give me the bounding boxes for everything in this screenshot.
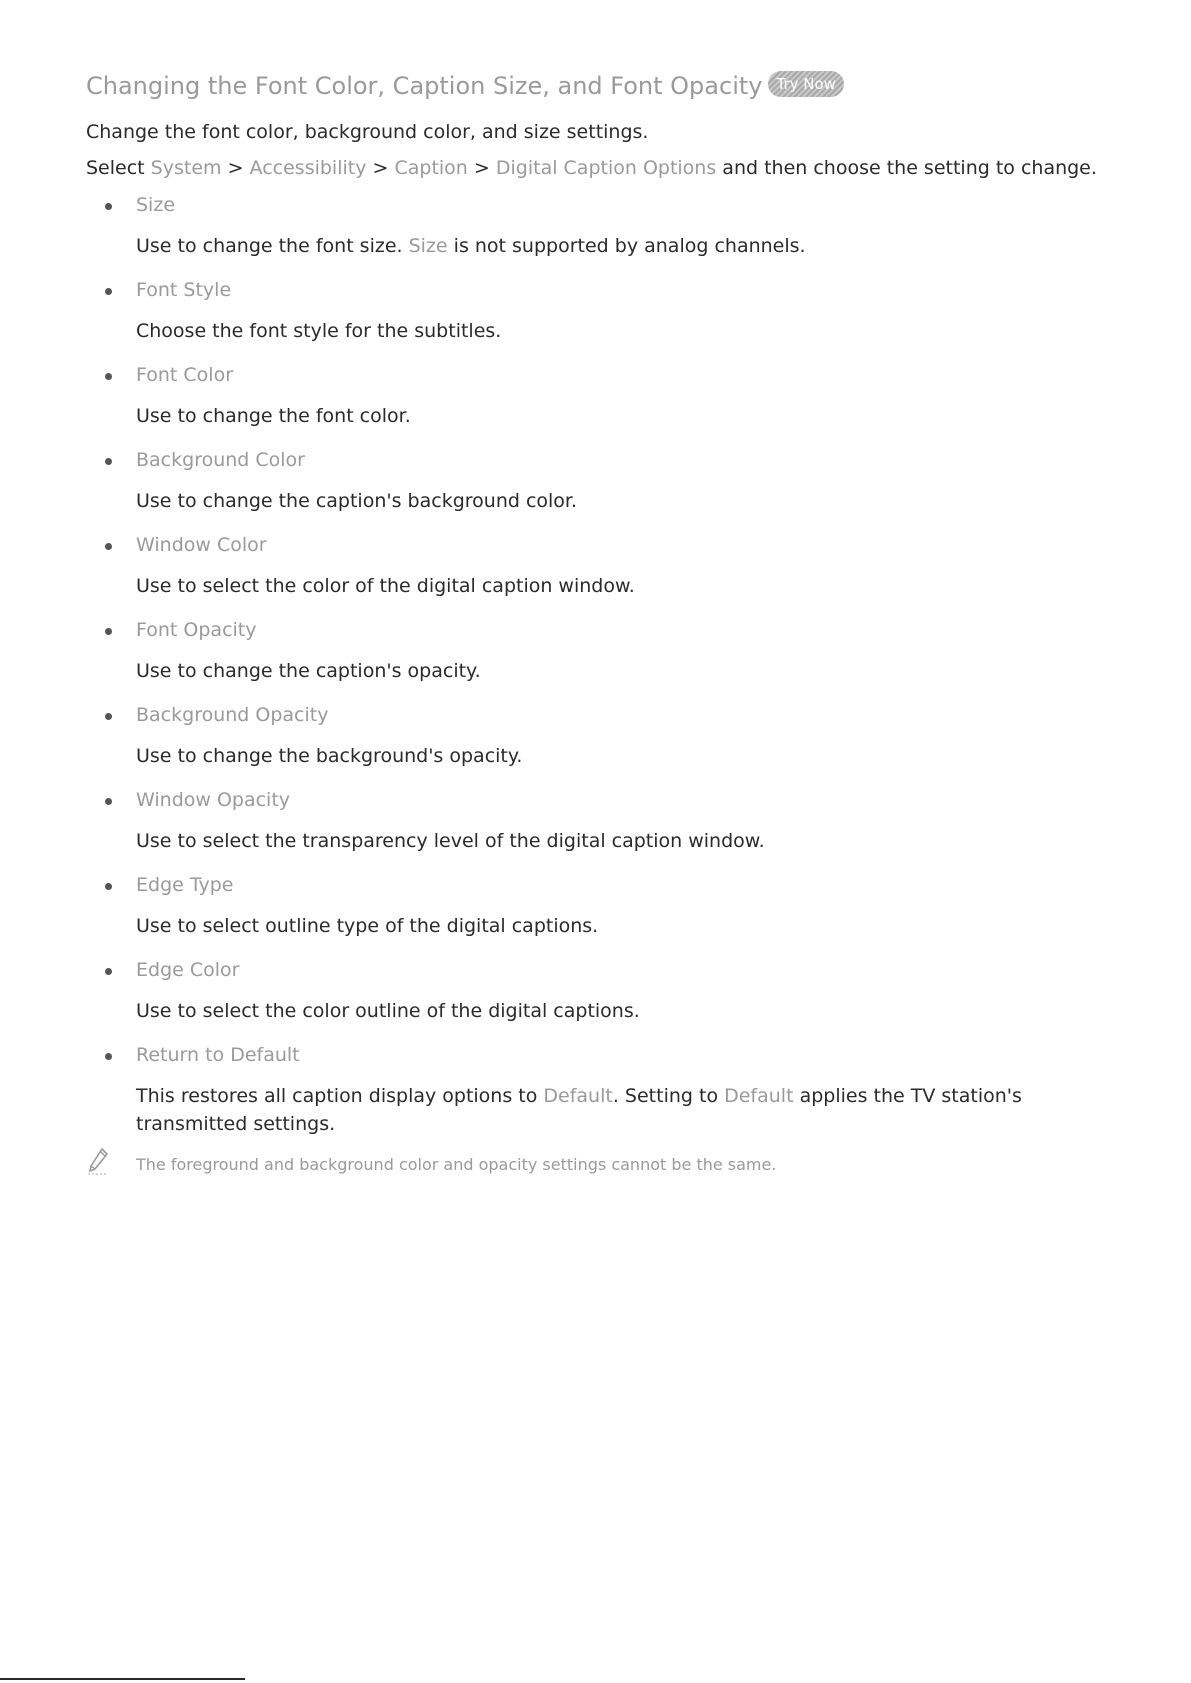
option-description: Use to change the caption's background color. xyxy=(136,490,578,512)
option-name: Font Opacity xyxy=(136,619,257,641)
list-item-background-color xyxy=(86,445,1106,515)
section-title xyxy=(86,70,1106,102)
option-description: Use to select the color of the digital caption window. xyxy=(136,575,635,597)
option-name: Background Opacity xyxy=(136,704,329,726)
option-name: Edge Color xyxy=(136,959,240,981)
option-name: Background Color xyxy=(136,449,305,471)
option-description: Choose the font style for the subtitles. xyxy=(136,320,502,342)
option-name: Window Color xyxy=(136,534,267,556)
note xyxy=(86,1153,1106,1177)
path-separator: > xyxy=(372,157,389,179)
option-description: Use to select the color outline of the digital captions. xyxy=(136,1000,640,1022)
bullet-icon xyxy=(105,458,112,465)
desc-term: Size xyxy=(408,235,448,257)
option-description xyxy=(136,232,1106,260)
path-step-digital-caption-options: Digital Caption Options xyxy=(495,157,717,179)
path-separator: > xyxy=(473,157,490,179)
intro-text: Change the font color, background color, and size settings. xyxy=(86,121,649,143)
option-name: Font Color xyxy=(136,364,234,386)
path-separator: > xyxy=(227,157,244,179)
option-name: Window Opacity xyxy=(136,789,291,811)
bullet-icon xyxy=(105,373,112,380)
bullet-icon xyxy=(105,798,112,805)
list-item-font-style xyxy=(86,275,1106,345)
list-item-background-opacity xyxy=(86,700,1106,770)
try-now-button[interactable]: Try Now xyxy=(768,71,843,97)
option-description: Use to change the font color. xyxy=(136,405,411,427)
path-step-system: System xyxy=(150,157,222,179)
bullet-icon xyxy=(105,628,112,635)
manual-page xyxy=(86,70,1106,1177)
desc-text: is not supported by analog channels. xyxy=(447,235,806,257)
list-item-edge-color xyxy=(86,955,1106,1025)
option-description: Use to select outline type of the digital captions. xyxy=(136,915,599,937)
list-item-edge-type xyxy=(86,870,1106,940)
option-name: Return to Default xyxy=(136,1044,300,1066)
option-name: Edge Type xyxy=(136,874,234,896)
path-step-caption: Caption xyxy=(394,157,468,179)
note-text: The foreground and background color and opacity settings cannot be the same. xyxy=(136,1155,777,1174)
options-list xyxy=(86,190,1106,1138)
option-description xyxy=(136,1082,1106,1138)
desc-text: applies the TV station's transmitted settings. xyxy=(136,1085,1022,1135)
list-item-window-opacity xyxy=(86,785,1106,855)
bullet-icon xyxy=(105,1053,112,1060)
path-suffix: and then choose the setting to change. xyxy=(722,157,1097,179)
bullet-icon xyxy=(105,883,112,890)
option-name: Font Style xyxy=(136,279,232,301)
section-title-text: Changing the Font Color, Caption Size, and Font Opacity xyxy=(86,72,763,100)
option-description: Use to change the caption's opacity. xyxy=(136,660,481,682)
list-item-size xyxy=(86,190,1106,260)
desc-text: Use to change the font size. xyxy=(136,235,409,257)
list-item-return-to-default xyxy=(86,1040,1106,1138)
desc-text: . Setting to xyxy=(612,1085,725,1107)
list-item-font-color xyxy=(86,360,1106,430)
option-description: Use to select the transparency level of the digital caption window. xyxy=(136,830,765,852)
footer-rule xyxy=(0,1678,245,1680)
desc-text: This restores all caption display options to xyxy=(136,1085,544,1107)
bullet-icon xyxy=(105,713,112,720)
bullet-icon xyxy=(105,203,112,210)
bullet-icon xyxy=(105,968,112,975)
option-name: Size xyxy=(136,194,176,216)
bullet-icon xyxy=(105,288,112,295)
bullet-icon xyxy=(105,543,112,550)
menu-path xyxy=(86,154,1106,182)
list-item-window-color xyxy=(86,530,1106,600)
path-prefix: Select xyxy=(86,157,145,179)
path-step-accessibility: Accessibility xyxy=(249,157,367,179)
list-item-font-opacity xyxy=(86,615,1106,685)
option-description: Use to change the background's opacity. xyxy=(136,745,523,767)
desc-term: Default xyxy=(724,1085,794,1107)
pencil-icon xyxy=(86,1147,110,1175)
desc-term: Default xyxy=(543,1085,613,1107)
